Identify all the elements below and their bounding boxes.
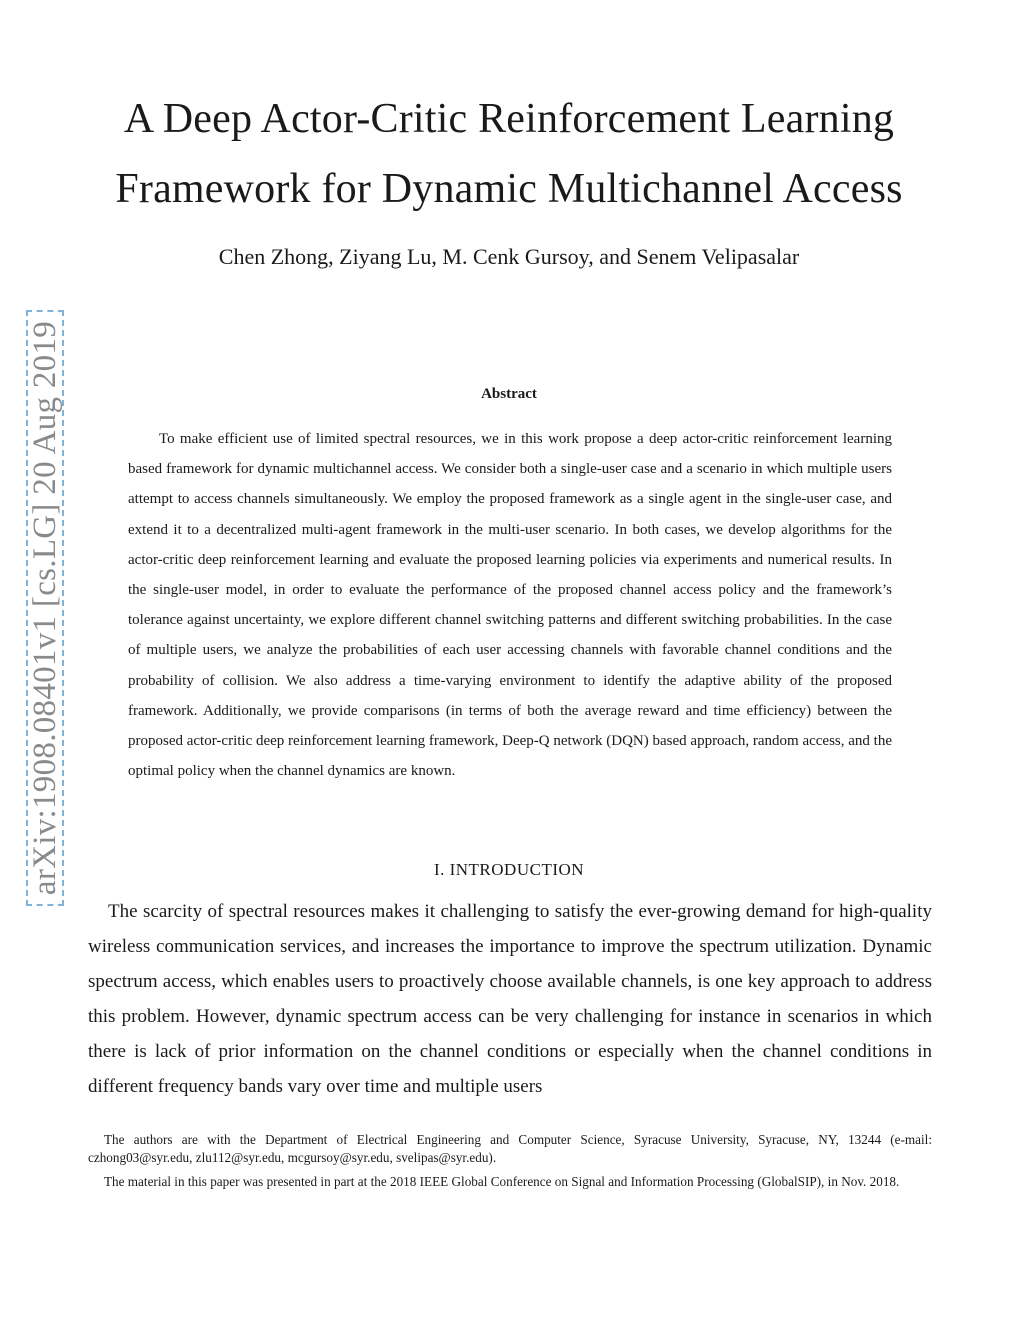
section-heading-introduction: I. INTRODUCTION bbox=[433, 860, 585, 879]
arxiv-identifier-stamp: arXiv:1908.08401v1 [cs.LG] 20 Aug 2019 bbox=[26, 310, 64, 906]
author-list: Chen Zhong, Ziyang Lu, M. Cenk Gursoy, and Senem Velipasalar bbox=[218, 244, 800, 269]
introduction-paragraph: The scarcity of spectral resources makes it challenging to satisfy the ever-growing demand for high-quality wireless communication services, and increases the importance to improve the spectrum utilization. Dynamic spectrum access, which enables users to proactively choose available channels, is one key approach to address this problem. However, dynamic spectrum access can be very challenging for instance in scenarios in which there is lack of prior information on the channel conditions or especially when the channel conditions in different frequency bands vary over time and multiple users bbox=[88, 901, 932, 1097]
paper-title-line-2: Framework for Dynamic Multichannel Access bbox=[115, 166, 903, 212]
footnote-author-affiliation: The authors are with the Department of Electrical Engineering and Computer Science, Syracuse University, Syracuse, NY, 13244 (e-mail: czhong03@syr.edu, zlu112@syr.edu, mcgursoy@syr.edu, svelipas@syr.edu). bbox=[88, 1132, 932, 1165]
paper-title-line-1: A Deep Actor-Critic Reinforcement Learning bbox=[123, 96, 895, 142]
abstract-text: To make efficient use of limited spectral resources, we in this work propose a deep actor-critic reinforcement learning based framework for dynamic multichannel access. We consider both a single-user case and a scenario in which multiple users attempt to access channels simultaneously. We employ the proposed framework as a single agent in the single-user case, and extend it to a decentralized multi-agent framework in the multi-user scenario. In both cases, we develop algorithms for the actor-critic deep reinforcement learning and evaluate the proposed learning policies via experiments and numerical results. In the single-user model, in order to evaluate the performance of the proposed channel access policy and the framework’s tolerance against uncertainty, we explore different channel switching patterns and different switching probabilities. In the case of multiple users, we analyze the probabilities of each user accessing channels with favorable channel conditions and the probability of collision. We also address a time-varying environment to identify the adaptive ability of the proposed framework. Additionally, we provide comparisons (in terms of both the average reward and time efficiency) between the proposed actor-critic deep reinforcement learning framework, Deep-Q network (DQN) based approach, random access, and the optimal policy when the channel dynamics are known. bbox=[128, 431, 892, 780]
abstract-heading: Abstract bbox=[481, 386, 537, 402]
footnote-conference-note: The material in this paper was presented in part at the 2018 IEEE Global Conference on Signal and Information Processing (GlobalSIP), in Nov. 2018. bbox=[104, 1174, 900, 1189]
